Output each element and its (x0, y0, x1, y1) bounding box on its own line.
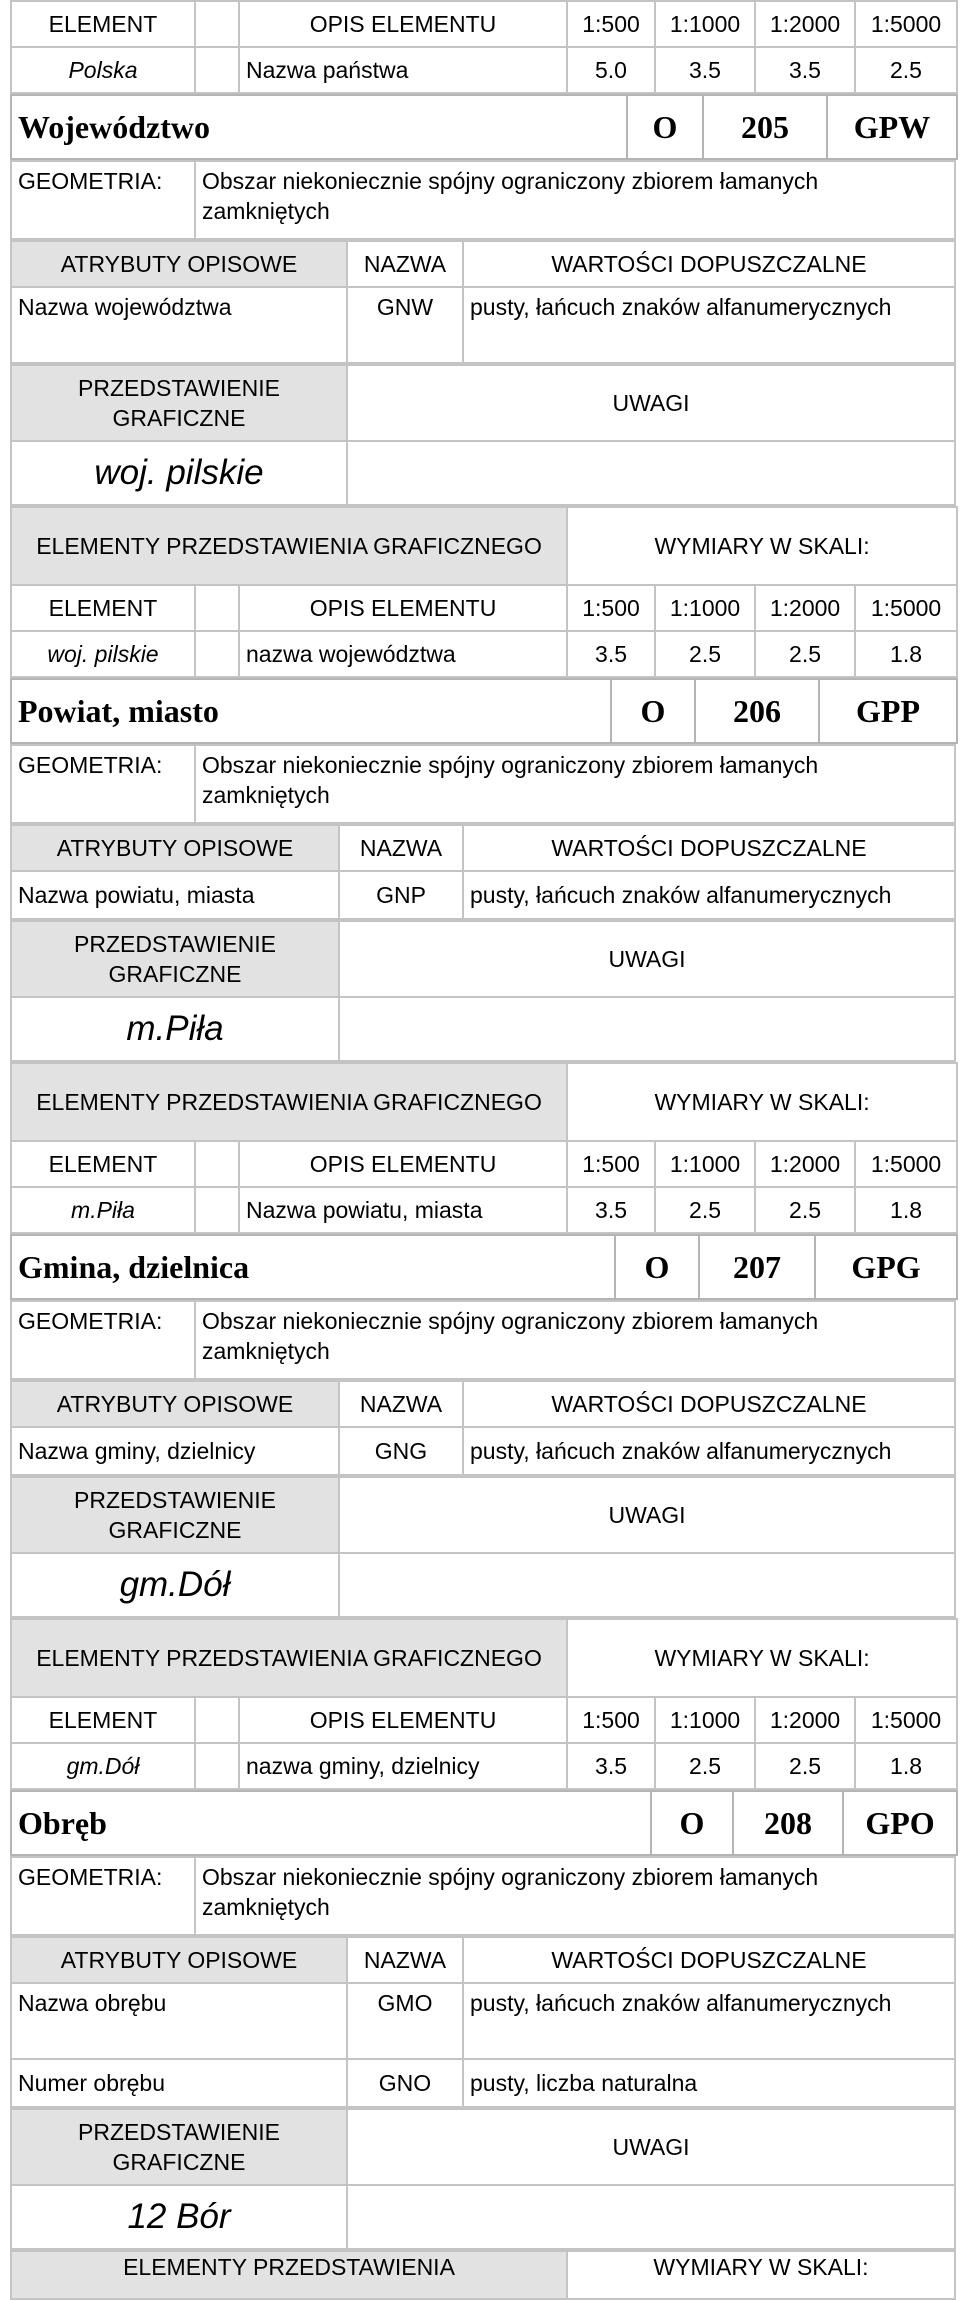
element-size: 5.0 (567, 47, 655, 93)
geometry-table (10, 1856, 956, 1936)
section-header (10, 678, 958, 744)
section-code: GPG (815, 1235, 957, 1299)
attribute-row (11, 1983, 955, 2059)
element-size: 1.8 (855, 1187, 957, 1233)
element-size: 2.5 (655, 1187, 755, 1233)
section-title: Województwo (11, 95, 627, 159)
element-description: nazwa województwa (239, 631, 567, 677)
blank-cell (195, 585, 239, 631)
section-type: O (615, 1235, 699, 1299)
section-number: 206 (695, 679, 819, 743)
scale-header: 1:500 (567, 1141, 655, 1187)
graphic-table (10, 1476, 956, 1618)
scale-header: 1:1000 (655, 1697, 755, 1743)
element-sample: woj. pilskie (11, 631, 195, 677)
section-title: Powiat, miasto (11, 679, 611, 743)
remarks-header: UWAGI (339, 1477, 955, 1553)
scale-header: 1:2000 (755, 1697, 855, 1743)
remarks-header: UWAGI (347, 2109, 955, 2185)
element-header-row (11, 1697, 957, 1743)
attribute-values: pusty, łańcuch znaków alfanumerycznych (463, 1983, 955, 2059)
values-header: WARTOŚCI DOPUSZCZALNE (463, 1381, 955, 1427)
graphic-elements-header: ELEMENTY PRZEDSTAWIENIA GRAFICZNEGO (11, 507, 567, 585)
section-gmina-dzielnica (10, 1234, 956, 1790)
element-size: 2.5 (655, 1743, 755, 1789)
scale-header: 1:5000 (855, 1697, 957, 1743)
element-header-row (11, 1141, 957, 1187)
attribute-name: Nazwa powiatu, miasta (11, 871, 339, 919)
dimensions-header: WYMIARY W SKALI: (567, 2251, 955, 2299)
section-header (10, 1234, 958, 1300)
element-size: 2.5 (755, 631, 855, 677)
attribute-values: pusty, łańcuch znaków alfanumerycznych (463, 287, 955, 363)
blank-cell (195, 1187, 239, 1233)
blank-cell (195, 47, 239, 93)
attributes-header: ATRYBUTY OPISOWE (11, 1381, 339, 1427)
opis-header: OPIS ELEMENTU (239, 1697, 567, 1743)
attribute-row (11, 287, 955, 363)
element-header-row (11, 585, 957, 631)
blank-cell (195, 1743, 239, 1789)
element-description: nazwa gminy, dzielnicy (239, 1743, 567, 1789)
graphic-table (10, 2108, 956, 2250)
remarks-value (347, 441, 955, 505)
attributes-header-row (11, 1381, 955, 1427)
graphic-elements-header: ELEMENTY PRZEDSTAWIENIA GRAFICZNEGO (11, 1063, 567, 1141)
attributes-header: ATRYBUTY OPISOWE (11, 241, 347, 287)
section-type: O (651, 1791, 733, 1855)
element-size: 2.5 (655, 631, 755, 677)
graphic-elements-table (10, 1618, 958, 1790)
attribute-row (11, 2059, 955, 2107)
section-type: O (611, 679, 695, 743)
attribute-row (11, 1427, 955, 1475)
section-header (10, 94, 958, 160)
dimensions-header: WYMIARY W SKALI: (567, 507, 957, 585)
values-header: WARTOŚCI DOPUSZCZALNE (463, 1937, 955, 1983)
document-page (10, 0, 956, 2300)
element-row (11, 1187, 957, 1233)
scale-header: 1:1000 (655, 585, 755, 631)
blank-cell (195, 1, 239, 47)
section-number: 207 (699, 1235, 815, 1299)
remarks-header: UWAGI (347, 365, 955, 441)
graphic-table (10, 920, 956, 1062)
attribute-code: GNW (347, 287, 463, 363)
attribute-name: Numer obrębu (11, 2059, 347, 2107)
opis-header: OPIS ELEMENTU (239, 1, 567, 47)
attributes-header: ATRYBUTY OPISOWE (11, 1937, 347, 1983)
element-size: 3.5 (755, 47, 855, 93)
graphic-sample: m.Piła (11, 997, 339, 1061)
geometry-table (10, 1300, 956, 1380)
element-size: 3.5 (567, 631, 655, 677)
section-type: O (627, 95, 703, 159)
element-size: 3.5 (567, 1743, 655, 1789)
geometry-label: GEOMETRIA: (11, 1301, 195, 1379)
element-size: 2.5 (755, 1743, 855, 1789)
dimensions-header: WYMIARY W SKALI: (567, 1619, 957, 1697)
element-row (11, 631, 957, 677)
geometry-table (10, 160, 956, 240)
section-obreb (10, 1790, 956, 2300)
graphic-header: PRZEDSTAWIENIE GRAFICZNE (11, 365, 347, 441)
geometry-value: Obszar niekoniecznie spójny ograniczony zbiorem łamanych zamkniętych (195, 745, 955, 823)
section-title: Obręb (11, 1791, 651, 1855)
blank-cell (195, 1141, 239, 1187)
attributes-table (10, 1936, 956, 2108)
attribute-code: GNG (339, 1427, 463, 1475)
values-header: WARTOŚCI DOPUSZCZALNE (463, 241, 955, 287)
graphic-sample: 12 Bór (11, 2185, 347, 2249)
name-header: NAZWA (347, 1937, 463, 1983)
name-header: NAZWA (347, 241, 463, 287)
scale-header: 1:2000 (755, 585, 855, 631)
scale-header: 1:500 (567, 585, 655, 631)
element-header: ELEMENT (11, 1, 195, 47)
element-sample: gm.Dół (11, 1743, 195, 1789)
section-powiat-miasto (10, 678, 956, 1234)
graphic-elements-table (10, 506, 958, 678)
attributes-table (10, 824, 956, 920)
element-row (11, 47, 957, 93)
scale-header: 1:2000 (755, 1, 855, 47)
element-size: 1.8 (855, 631, 957, 677)
opis-header: OPIS ELEMENTU (239, 1141, 567, 1187)
scale-header: 1:1000 (655, 1141, 755, 1187)
graphic-table (10, 364, 956, 506)
graphic-elements-table (10, 2250, 956, 2300)
element-description: Nazwa państwa (239, 47, 567, 93)
section-title: Gmina, dzielnica (11, 1235, 615, 1299)
scale-header: 1:5000 (855, 585, 957, 631)
remarks-value (347, 2185, 955, 2249)
attribute-name: Nazwa obrębu (11, 1983, 347, 2059)
section-code: GPW (827, 95, 957, 159)
attributes-table (10, 240, 956, 364)
attribute-code: GMO (347, 1983, 463, 2059)
element-size: 3.5 (655, 47, 755, 93)
graphic-header: PRZEDSTAWIENIE GRAFICZNE (11, 2109, 347, 2185)
scale-header: 1:1000 (655, 1, 755, 47)
geometry-label: GEOMETRIA: (11, 161, 195, 239)
section-header (10, 1790, 958, 1856)
section-number: 208 (733, 1791, 843, 1855)
graphic-elements-header: ELEMENTY PRZEDSTAWIENIA GRAFICZNEGO (11, 1619, 567, 1697)
attribute-code: GNO (347, 2059, 463, 2107)
geometry-value: Obszar niekoniecznie spójny ograniczony zbiorem łamanych zamkniętych (195, 161, 955, 239)
remarks-value (339, 1553, 955, 1617)
blank-cell (195, 631, 239, 677)
name-header: NAZWA (339, 825, 463, 871)
element-sample: Polska (11, 47, 195, 93)
section-code: GPO (843, 1791, 957, 1855)
element-size: 3.5 (567, 1187, 655, 1233)
element-header-row (11, 1, 957, 47)
attribute-row (11, 871, 955, 919)
geometry-value: Obszar niekoniecznie spójny ograniczony zbiorem łamanych zamkniętych (195, 1301, 955, 1379)
graphic-sample: gm.Dół (11, 1553, 339, 1617)
section-number: 205 (703, 95, 827, 159)
scale-header: 1:5000 (855, 1, 957, 47)
attribute-values: pusty, liczba naturalna (463, 2059, 955, 2107)
geometry-value: Obszar niekoniecznie spójny ograniczony zbiorem łamanych zamkniętych (195, 1857, 955, 1935)
element-header: ELEMENT (11, 1141, 195, 1187)
element-header: ELEMENT (11, 585, 195, 631)
attributes-header-row (11, 1937, 955, 1983)
scale-header: 1:500 (567, 1697, 655, 1743)
element-header: ELEMENT (11, 1697, 195, 1743)
element-sample: m.Piła (11, 1187, 195, 1233)
geometry-label: GEOMETRIA: (11, 1857, 195, 1935)
attributes-table (10, 1380, 956, 1476)
element-size: 2.5 (755, 1187, 855, 1233)
graphic-elements-table (10, 1062, 958, 1234)
values-header: WARTOŚCI DOPUSZCZALNE (463, 825, 955, 871)
opis-header: OPIS ELEMENTU (239, 585, 567, 631)
element-description: Nazwa powiatu, miasta (239, 1187, 567, 1233)
attributes-header-row (11, 825, 955, 871)
section-code: GPP (819, 679, 957, 743)
graphic-header: PRZEDSTAWIENIE GRAFICZNE (11, 1477, 339, 1553)
graphic-sample: woj. pilskie (11, 441, 347, 505)
top-element-table (10, 0, 958, 94)
name-header: NAZWA (339, 1381, 463, 1427)
blank-cell (195, 1697, 239, 1743)
geometry-label: GEOMETRIA: (11, 745, 195, 823)
graphic-header: PRZEDSTAWIENIE GRAFICZNE (11, 921, 339, 997)
scale-header: 1:5000 (855, 1141, 957, 1187)
attribute-code: GNP (339, 871, 463, 919)
element-row (11, 1743, 957, 1789)
attributes-header-row (11, 241, 955, 287)
attribute-name: Nazwa województwa (11, 287, 347, 363)
remarks-header: UWAGI (339, 921, 955, 997)
attribute-name: Nazwa gminy, dzielnicy (11, 1427, 339, 1475)
remarks-value (339, 997, 955, 1061)
graphic-elements-header: ELEMENTY PRZEDSTAWIENIA (11, 2251, 567, 2299)
geometry-table (10, 744, 956, 824)
scale-header: 1:2000 (755, 1141, 855, 1187)
attribute-values: pusty, łańcuch znaków alfanumerycznych (463, 871, 955, 919)
attribute-values: pusty, łańcuch znaków alfanumerycznych (463, 1427, 955, 1475)
element-size: 1.8 (855, 1743, 957, 1789)
attributes-header: ATRYBUTY OPISOWE (11, 825, 339, 871)
element-size: 2.5 (855, 47, 957, 93)
dimensions-header: WYMIARY W SKALI: (567, 1063, 957, 1141)
section-wojewodztwo (10, 94, 956, 678)
scale-header: 1:500 (567, 1, 655, 47)
